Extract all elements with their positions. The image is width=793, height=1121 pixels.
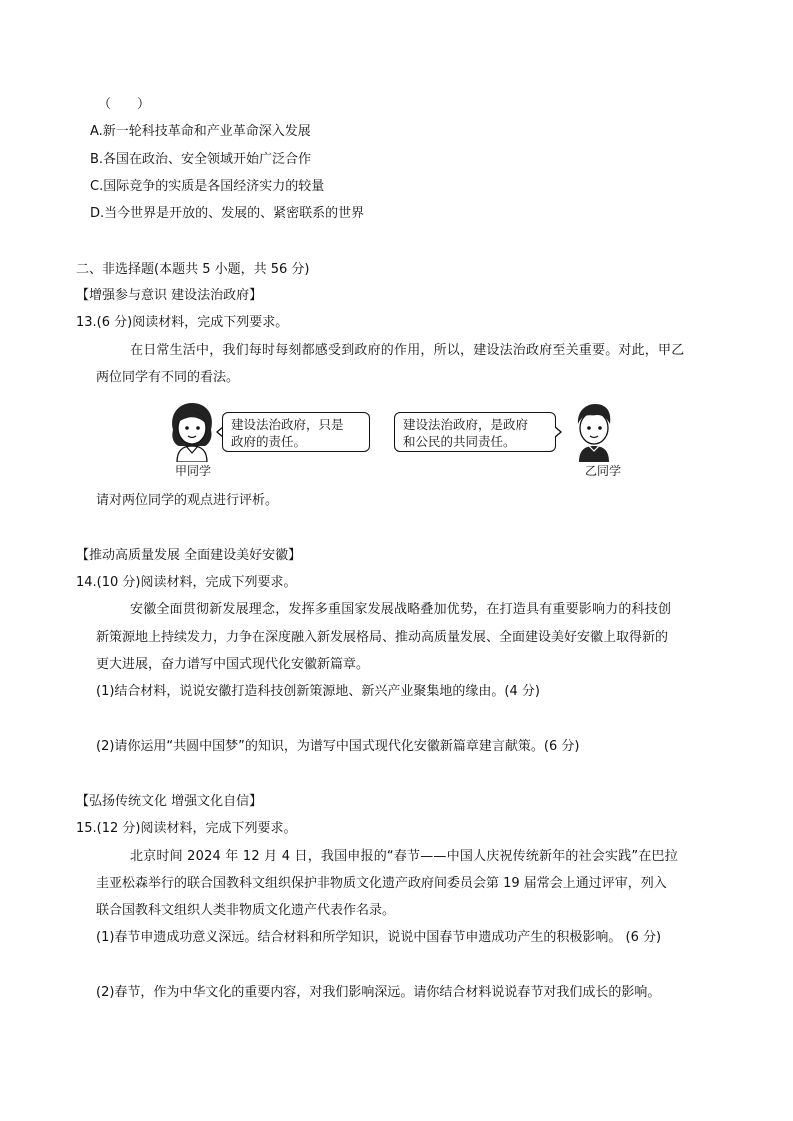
q13-material-line: 在日常生活中，我们每时每刻都感受到政府的作用，所以，建设法治政府至关重要。对此，甲乙 [130, 343, 685, 358]
student-dialogue-figure [165, 400, 630, 482]
bubble-text: 政府的责任。 [231, 434, 307, 449]
speech-bubble-left [222, 412, 370, 452]
q14-material-line: 新策源地上持续发力，力争在深度融入新发展格局、推动高质量发展、全面建设美好安徽上取得新的 [96, 630, 669, 645]
q13-material-line: 两位同学有不同的看法。 [96, 370, 240, 385]
caption-student-b: 乙同学 [585, 464, 622, 478]
q15-material-line: 圭亚松森举行的联合国教科文组织保护非物质文化遗产政府间委员会第 19 届常会上通过评审，列入 [96, 876, 667, 891]
q14-subquestion-2: (2)请你运用“共圆中国梦”的知识，为谱写中国式现代化安徽新篇章建言献策。(6 分) [96, 739, 580, 754]
q14-stem: 14.(10 分)阅读材料，完成下列要求。 [76, 575, 297, 590]
q15-subquestion-1: (1)春节申遗成功意义深远。结合材料和所学知识，说说中国春节申遗成功产生的积极影响。 (6 分) [96, 930, 662, 945]
option-b: B.各国在政治、安全领域开始广泛合作 [90, 152, 312, 167]
q13-task: 请对两位同学的观点进行评析。 [96, 493, 279, 508]
bubble-text: 建设法治政府，只是 [231, 417, 344, 432]
section-title: 二、非选择题(本题共 5 小题，共 56 分) [76, 262, 310, 277]
q14-theme: 【推动高质量发展 全面建设美好安徽】 [76, 548, 302, 563]
speech-bubble-right [394, 412, 556, 452]
q13-stem: 13.(6 分)阅读材料，完成下列要求。 [76, 315, 289, 330]
q13-theme: 【增强参与意识 建设法治政府】 [76, 288, 263, 303]
caption-student-a: 甲同学 [175, 464, 212, 478]
q15-subquestion-2: (2)春节，作为中华文化的重要内容，对我们影响深远。请你结合材料说说春节对我们成长的影响。 [96, 985, 661, 1000]
q15-theme: 【弘扬传统文化 增强文化自信】 [76, 794, 263, 809]
q14-subquestion-1: (1)结合材料，说说安徽打造科技创新策源地、新兴产业聚集地的缘由。(4 分) [96, 684, 540, 699]
q14-material-line: 安徽全面贯彻新发展理念，发挥多重国家发展战略叠加优势，在打造具有重要影响力的科技创 [130, 602, 672, 617]
q15-material-line: 北京时间 2024 年 12 月 4 日，我国申报的“春节——中国人庆祝传统新年的社会实践”在巴拉 [130, 849, 678, 864]
q15-material-line: 联合国教科文组织人类非物质文化遗产代表作名录。 [96, 903, 396, 918]
option-a: A.新一轮科技革命和产业革命深入发展 [90, 124, 311, 139]
q15-stem: 15.(12 分)阅读材料，完成下列要求。 [76, 821, 297, 836]
bubble-text: 和公民的共同责任。 [403, 434, 516, 449]
answer-paren: （ ） [98, 97, 151, 112]
bubble-text: 建设法治政府，是政府 [403, 417, 529, 432]
q14-material-line: 更大进展，奋力谱写中国式现代化安徽新篇章。 [96, 657, 370, 672]
boy-avatar-icon [567, 400, 622, 462]
option-d: D.当今世界是开放的、发展的、紧密联系的世界 [90, 206, 365, 221]
girl-avatar-icon [165, 400, 220, 462]
option-c: C.国际竞争的实质是各国经济实力的较量 [90, 179, 325, 194]
